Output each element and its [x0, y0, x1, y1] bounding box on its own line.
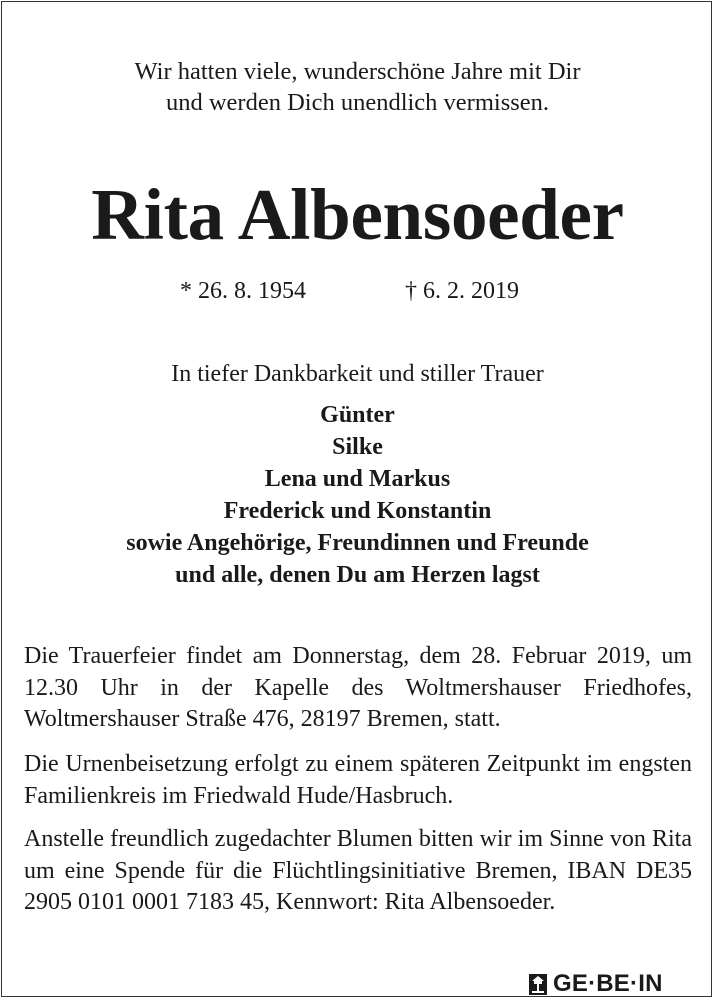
- mourner-line: Lena und Markus: [264, 466, 451, 492]
- death-date: † 6. 2. 2019: [405, 278, 519, 304]
- mourning-intro: In tiefer Dankbarkeit und stiller Trauer: [171, 361, 544, 387]
- urn-burial-details: Die Urnenbeisetzung erfolgt zu einem späteren Zeitpunkt im engsten Familienkreis im Friedwald Hude/Hasbruch.: [24, 751, 692, 809]
- motto-line-2: und werden Dich unendlich vermissen.: [165, 89, 550, 116]
- motto-line-1: Wir hatten viele, wunderschöne Jahre mit Dir: [134, 58, 581, 85]
- motto: [0, 56, 715, 118]
- birth-date: * 26. 8. 1954: [180, 278, 306, 304]
- mourner-line: und alle, denen Du am Herzen lagst: [175, 562, 540, 588]
- funeral-details: Die Trauerfeier findet am Donnerstag, dem 28. Februar 2019, um 12.30 Uhr in der Kapelle des Woltmershauser Friedhofes, Woltmershauser Straße 476, 28197 Bremen, statt.: [24, 643, 692, 732]
- gebein-logo-text: GE·BE·IN: [553, 970, 663, 997]
- mourner-line: Günter: [320, 402, 395, 428]
- mourner-line: Frederick und Konstantin: [223, 498, 492, 524]
- gebein-logo: [528, 970, 663, 998]
- mourner-line: Silke: [332, 434, 383, 460]
- gebein-logo-icon: [528, 972, 548, 996]
- mourner-line: sowie Angehörige, Freundinnen und Freunde: [126, 530, 589, 556]
- deceased-name: Rita Albensoeder: [91, 174, 624, 255]
- donation-request: Anstelle freundlich zugedachter Blumen bitten wir im Sinne von Rita um eine Spende für die Flüchtlingsinitiative Bremen, IBAN DE35 2905 0101 0001 7183 45, Kennwort: Rita Albensoeder.: [24, 826, 692, 915]
- mourners-list: [0, 399, 715, 591]
